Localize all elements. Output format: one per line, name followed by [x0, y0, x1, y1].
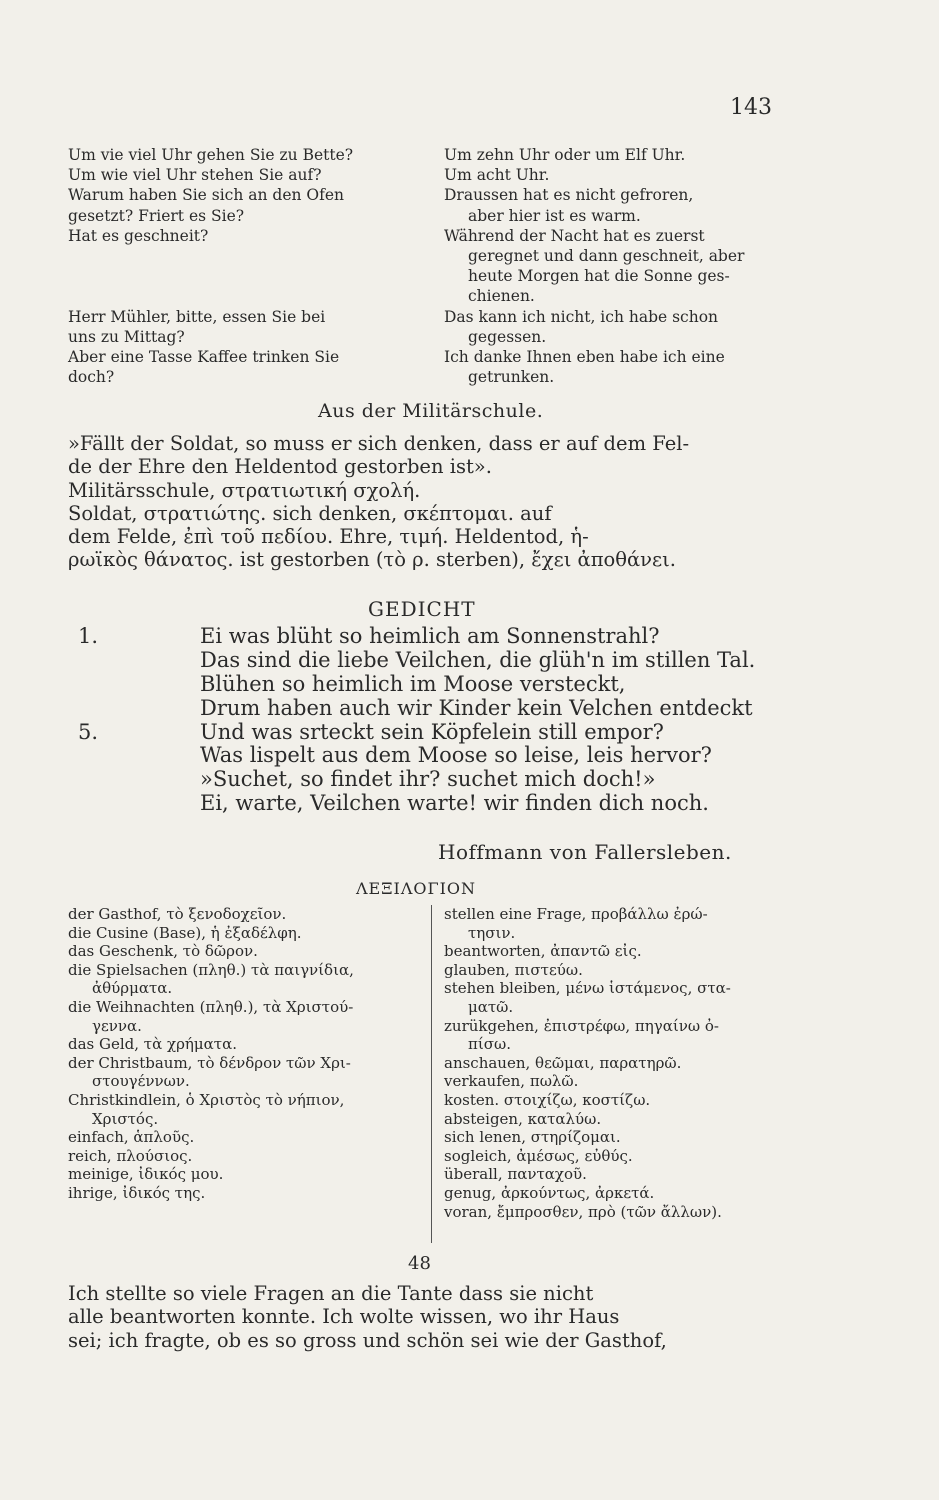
lexicon-title: ΛΕΞΙΛΟΓΙΟΝ [356, 879, 477, 898]
poem-title: GEDICHT [368, 597, 476, 621]
lexicon-entry: der Christbaum, τὸ δένδρον τῶν Χρι- [68, 1053, 351, 1072]
lexicon-entry: Christkindlein, ὁ Χριστὸς τὸ νήπιον, [68, 1090, 345, 1109]
question-line: Herr Mühler, bitte, essen Sie bei [68, 307, 326, 326]
poem-text: »Suchet, so findet ihr? suchet mich doch!» [200, 767, 656, 792]
lexicon-entry: ματῶ. [468, 997, 514, 1016]
spacer [68, 246, 418, 266]
answer-line: geregnet und dann geschneit, aber [468, 247, 745, 266]
footer-number: 48 [408, 1253, 431, 1274]
lexicon-entry: die Spielsachen (πληθ.) τὰ παιγνίδια, [68, 960, 354, 979]
poem-line [78, 768, 818, 792]
lexicon-entry: das Geld, τὰ χρήματα. [68, 1035, 237, 1054]
lexicon-entry: der Gasthof, τὸ ξενοδοχεῖον. [68, 905, 287, 923]
poem-line [78, 721, 818, 745]
lexicon-entry: einfach, ἁπλοῦς. [68, 1128, 195, 1147]
lexicon-entry: voran, ἔμπροσθεν, πρὸ (τῶν ἄλλων). [444, 1202, 722, 1221]
gloss-line: Militärsschule, στρατιωτική σχολή. [68, 478, 421, 502]
lexicon-entry: reich, πλούσιος. [68, 1146, 193, 1165]
question-line: uns zu Mittag? [68, 327, 185, 346]
spacer [68, 266, 418, 286]
poem-text: Was lispelt aus dem Moose so leise, leis hervor? [200, 743, 712, 768]
lexicon-entry: genug, ἀρκούντως, ἀρκετά. [444, 1183, 655, 1202]
gloss-line: Soldat, στρατιώτης. sich denken, σκέπτομαι. auf [68, 501, 552, 525]
lexicon-entry: stehen bleiben, μένω ἱστάμενος, στα- [444, 979, 731, 998]
poem-author: Hoffmann von Fallersleben. [438, 840, 732, 864]
lexicon-entry: ἀθύρματα. [92, 979, 173, 998]
line-number: 5. [78, 719, 99, 744]
footer-text [68, 1282, 868, 1352]
poem-text: Ei, warte, Veilchen warte! wir finden dich noch. [200, 791, 709, 816]
gloss-line: ρωϊκὸς θάνατος. ist gestorben (τὸ ρ. sterben), ἔχει ἀποθάνει. [68, 548, 676, 572]
line-number: 1. [78, 624, 99, 648]
lexicon-entry: zurükgehen, ἐπιστρέφω, πηγαίνω ὀ- [444, 1016, 719, 1035]
column-divider [431, 905, 432, 1243]
question-line: Warum haben Sie sich an den Ofen [68, 186, 345, 205]
page-number: 143 [730, 95, 772, 120]
poem-text: Das sind die liebe Veilchen, die glüh'n im stillen Tal. [200, 647, 756, 672]
quote-line: »Fällt der Soldat, so muss er sich denken, dass er auf dem Fel- [68, 432, 690, 455]
lexicon-right-column [444, 905, 794, 1221]
lexicon-entry: glauben, πιστεύω. [444, 960, 583, 979]
answer-line: aber hier ist es warm. [468, 206, 641, 225]
poem-line [78, 697, 818, 721]
answer-line: getrunken. [468, 368, 555, 387]
question-line: Aber eine Tasse Kaffee trinken Sie [68, 347, 340, 366]
lexicon-entry: die Cusine (Base), ἡ ἐξαδέλφη. [68, 923, 302, 942]
footer-line: sei; ich fragte, ob es so gross und schön sei wie der Gasthof, [68, 1328, 667, 1352]
poem-text: Drum haben auch wir Kinder kein Velchen entdeckt [200, 695, 753, 720]
lexicon-entry: stellen eine Frage, προβάλλω ἐρώ- [444, 905, 708, 923]
lexicon-entry: meinige, ἰδικός μου. [68, 1165, 224, 1184]
answer-line: Um zehn Uhr oder um Elf Uhr. [444, 146, 686, 164]
quote-block [68, 432, 828, 572]
lexicon-entry: absteigen, καταλύω. [444, 1109, 602, 1128]
lexicon-entry: γεννα. [92, 1016, 142, 1035]
poem-text: Und was srteckt sein Köpfelein still empor? [200, 719, 664, 744]
lexicon-entry: στουγέννων. [92, 1072, 190, 1091]
answer-line: Um acht Uhr. [444, 166, 550, 185]
lexicon-entry: überall, πανταχοῦ. [444, 1165, 587, 1184]
poem-line [78, 673, 818, 697]
lexicon-entry: verkaufen, πωλῶ. [444, 1072, 579, 1091]
question-line: Um wie viel Uhr stehen Sie auf? [68, 166, 322, 185]
lexicon-entry: sogleich, ἀμέσως, εὐθύς. [444, 1146, 633, 1165]
lexicon-entry: sich lenen, στηρίζομαι. [444, 1128, 621, 1147]
questions-column [68, 145, 418, 387]
gloss-line: dem Felde, ἐπὶ τοῦ πεδίου. Ehre, τιμή. Heldentod, ἡ- [68, 525, 589, 549]
answer-line: Ich danke Ihnen eben habe ich eine [444, 348, 725, 367]
lexicon-entry: kosten. στοιχίζω, κοστίζω. [444, 1090, 651, 1109]
poem-line [78, 625, 818, 649]
lexicon-entry: ihrige, ἰδικός της. [68, 1183, 206, 1202]
poem-line [78, 792, 818, 816]
quote-line: de der Ehre den Heldentod gestorben ist». [68, 455, 492, 479]
poem [78, 625, 818, 816]
answer-line: Während der Nacht hat es zuerst [444, 226, 705, 245]
poem-line [78, 744, 818, 768]
spacer [68, 286, 418, 306]
poem-line [78, 649, 818, 673]
lexicon-entry: die Weihnachten (πληθ.), τὰ Χριστού- [68, 997, 354, 1016]
answer-line: Das kann ich nicht, ich habe schon [444, 307, 719, 326]
answer-line: chienen. [468, 287, 535, 306]
question-line: gesetzt? Friert es Sie? [68, 206, 245, 225]
lexicon-entry: τησιν. [468, 923, 516, 942]
lexicon-entry: anschauen, θεῶμαι, παρατηρῶ. [444, 1053, 682, 1072]
question-line: doch? [68, 368, 115, 387]
poem-text: Blühen so heimlich im Moose versteckt, [200, 671, 626, 696]
answer-line: Draussen hat es nicht gefroren, [444, 186, 694, 205]
lexicon-entry: das Geschenk, τὸ δῶρον. [68, 942, 258, 961]
lexicon-entry: πίσω. [468, 1035, 511, 1054]
question-line: Um vie viel Uhr gehen Sie zu Bette? [68, 146, 354, 164]
footer-line: Ich stellte so viele Fragen an die Tante dass sie nicht [68, 1282, 594, 1305]
lexicon-left-column [68, 905, 418, 1203]
section-title: Aus der Militärschule. [318, 400, 544, 422]
answer-line: gegessen. [468, 327, 547, 346]
question-line: Hat es geschneit? [68, 226, 209, 245]
answer-line: heute Morgen hat die Sonne ges- [468, 267, 730, 286]
lexicon-entry: beantworten, ἀπαντῶ εἰς. [444, 942, 642, 961]
poem-text: Ei was blüht so heimlich am Sonnenstrahl? [200, 624, 660, 648]
lexicon-entry: Χριστός. [92, 1109, 159, 1128]
answers-column [444, 145, 794, 387]
footer-line: alle beantworten konnte. Ich wolte wissen, wo ihr Haus [68, 1305, 620, 1329]
